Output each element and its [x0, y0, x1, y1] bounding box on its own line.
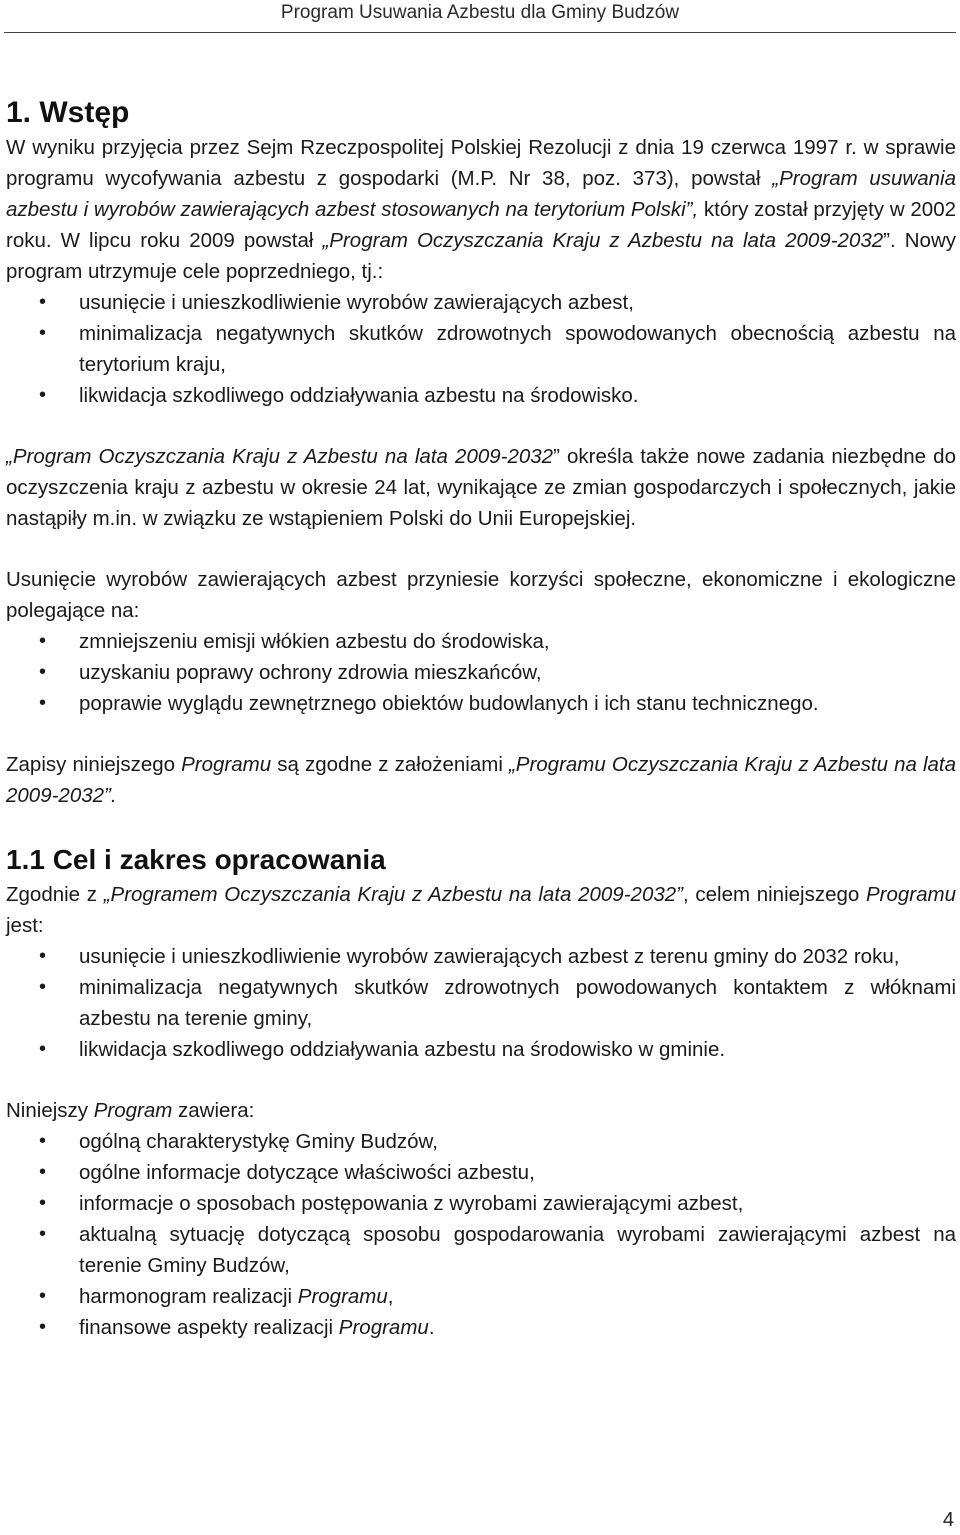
list-item: • aktualną sytuację dotyczącą sposobu gospodarowania wyrobami zawierającymi azbest na terenie Gminy Budzów, [6, 1219, 956, 1281]
list-item: • likwidacja szkodliwego oddziaływania azbestu na środowisko w gminie. [6, 1034, 956, 1065]
list-item: • poprawie wyglądu zewnętrznego obiektów budowlanych i ich stanu technicznego. [6, 688, 956, 719]
bullet-icon: • [39, 1285, 47, 1307]
list-item: • minimalizacja negatywnych skutków zdrowotnych powodowanych kontaktem z włóknami azbestu na terenie gminy, [6, 972, 956, 1034]
list-item: • usunięcie i unieszkodliwienie wyrobów zawierających azbest, [6, 287, 956, 318]
page-number: 4 [942, 1509, 954, 1531]
bullet-icon: • [39, 1316, 47, 1338]
list-item: • ogólną charakterystykę Gminy Budzów, [6, 1126, 956, 1157]
bullet-icon: • [39, 976, 47, 998]
list-item: • minimalizacja negatywnych skutków zdrowotnych spowodowanych obecnością azbestu na terytorium kraju, [6, 318, 956, 380]
bullet-icon: • [39, 322, 47, 344]
bullet-icon: • [39, 1130, 47, 1152]
bullet-icon: • [39, 291, 47, 313]
list-item: • likwidacja szkodliwego oddziaływania azbestu na środowisko. [6, 380, 956, 411]
spacer [6, 719, 956, 749]
aims-list [6, 941, 956, 1065]
bullet-icon: • [39, 384, 47, 406]
contents-paragraph: Niniejszy Program zawiera: [6, 1099, 255, 1122]
bullet-icon: • [39, 945, 47, 967]
list-item: • finansowe aspekty realizacji Programu. [6, 1312, 956, 1343]
compliance-paragraph: Zapisy niniejszego Programu są zgodne z założeniami „Programu Oczyszczania Kraju z Azbestu na lata 2009-2032”. [6, 753, 957, 807]
program-paragraph: „Program Oczyszczania Kraju z Azbestu na lata 2009-2032” określa także nowe zadania niezbędne do oczyszczenia kraju z azbestu w okresie 24 lat, wynikające ze zmian gospodarczych i społecznych, jakie nastąpiły m.in. w związku ze wstąpieniem Polski do Unii Europejskiej. [6, 445, 956, 530]
document-body [6, 94, 956, 1343]
list-item: • ogólne informacje dotyczące właściwości azbestu, [6, 1157, 956, 1188]
section-heading-intro: 1. Wstęp [6, 96, 130, 129]
goals-list [6, 287, 956, 411]
benefits-paragraph: Usunięcie wyrobów zawierających azbest przyniesie korzyści społeczne, ekonomiczne i ekologiczne polegające na: [6, 568, 956, 622]
list-item: • usunięcie i unieszkodliwienie wyrobów zawierających azbest z terenu gminy do 2032 roku, [6, 941, 956, 972]
section-heading-scope: 1.1 Cel i zakres opracowania [6, 844, 386, 875]
spacer [6, 811, 956, 841]
header-rule [4, 32, 956, 33]
bullet-icon: • [39, 1038, 47, 1060]
intro-paragraph: W wyniku przyjęcia przez Sejm Rzeczpospolitej Polskiej Rezolucji z dnia 19 czerwca 1997 r. w sprawie programu wycofywania azbestu z gospodarki (M.P. Nr 38, poz. 373), powstał „Program usuwania azbestu i wyrobów zawierających azbest stosowanych na terytorium Polski”, który został przyjęty w 2002 roku. W lipcu roku 2009 powstał „Program Oczyszczania Kraju z Azbestu na lata 2009-2032”. Nowy program utrzymuje cele poprzedniego, tj.: [6, 136, 957, 283]
bullet-icon: • [39, 1192, 47, 1214]
list-item: • zmniejszeniu emisji włókien azbestu do środowiska, [6, 626, 956, 657]
spacer [6, 1065, 956, 1095]
spacer [6, 534, 956, 564]
bullet-icon: • [39, 1223, 47, 1245]
bullet-icon: • [39, 692, 47, 714]
aims-paragraph: Zgodnie z „Programem Oczyszczania Kraju z Azbestu na lata 2009-2032”, celem niniejszego Programu jest: [6, 883, 956, 937]
benefits-list [6, 626, 956, 719]
bullet-icon: • [39, 661, 47, 683]
running-header: Program Usuwania Azbestu dla Gminy Budzów [280, 2, 680, 23]
contents-list [6, 1126, 956, 1343]
bullet-icon: • [39, 630, 47, 652]
list-item: • informacje o sposobach postępowania z wyrobami zawierającymi azbest, [6, 1188, 956, 1219]
bullet-icon: • [39, 1161, 47, 1183]
list-item: • harmonogram realizacji Programu, [6, 1281, 956, 1312]
list-item: • uzyskaniu poprawy ochrony zdrowia mieszkańców, [6, 657, 956, 688]
spacer [6, 411, 956, 441]
